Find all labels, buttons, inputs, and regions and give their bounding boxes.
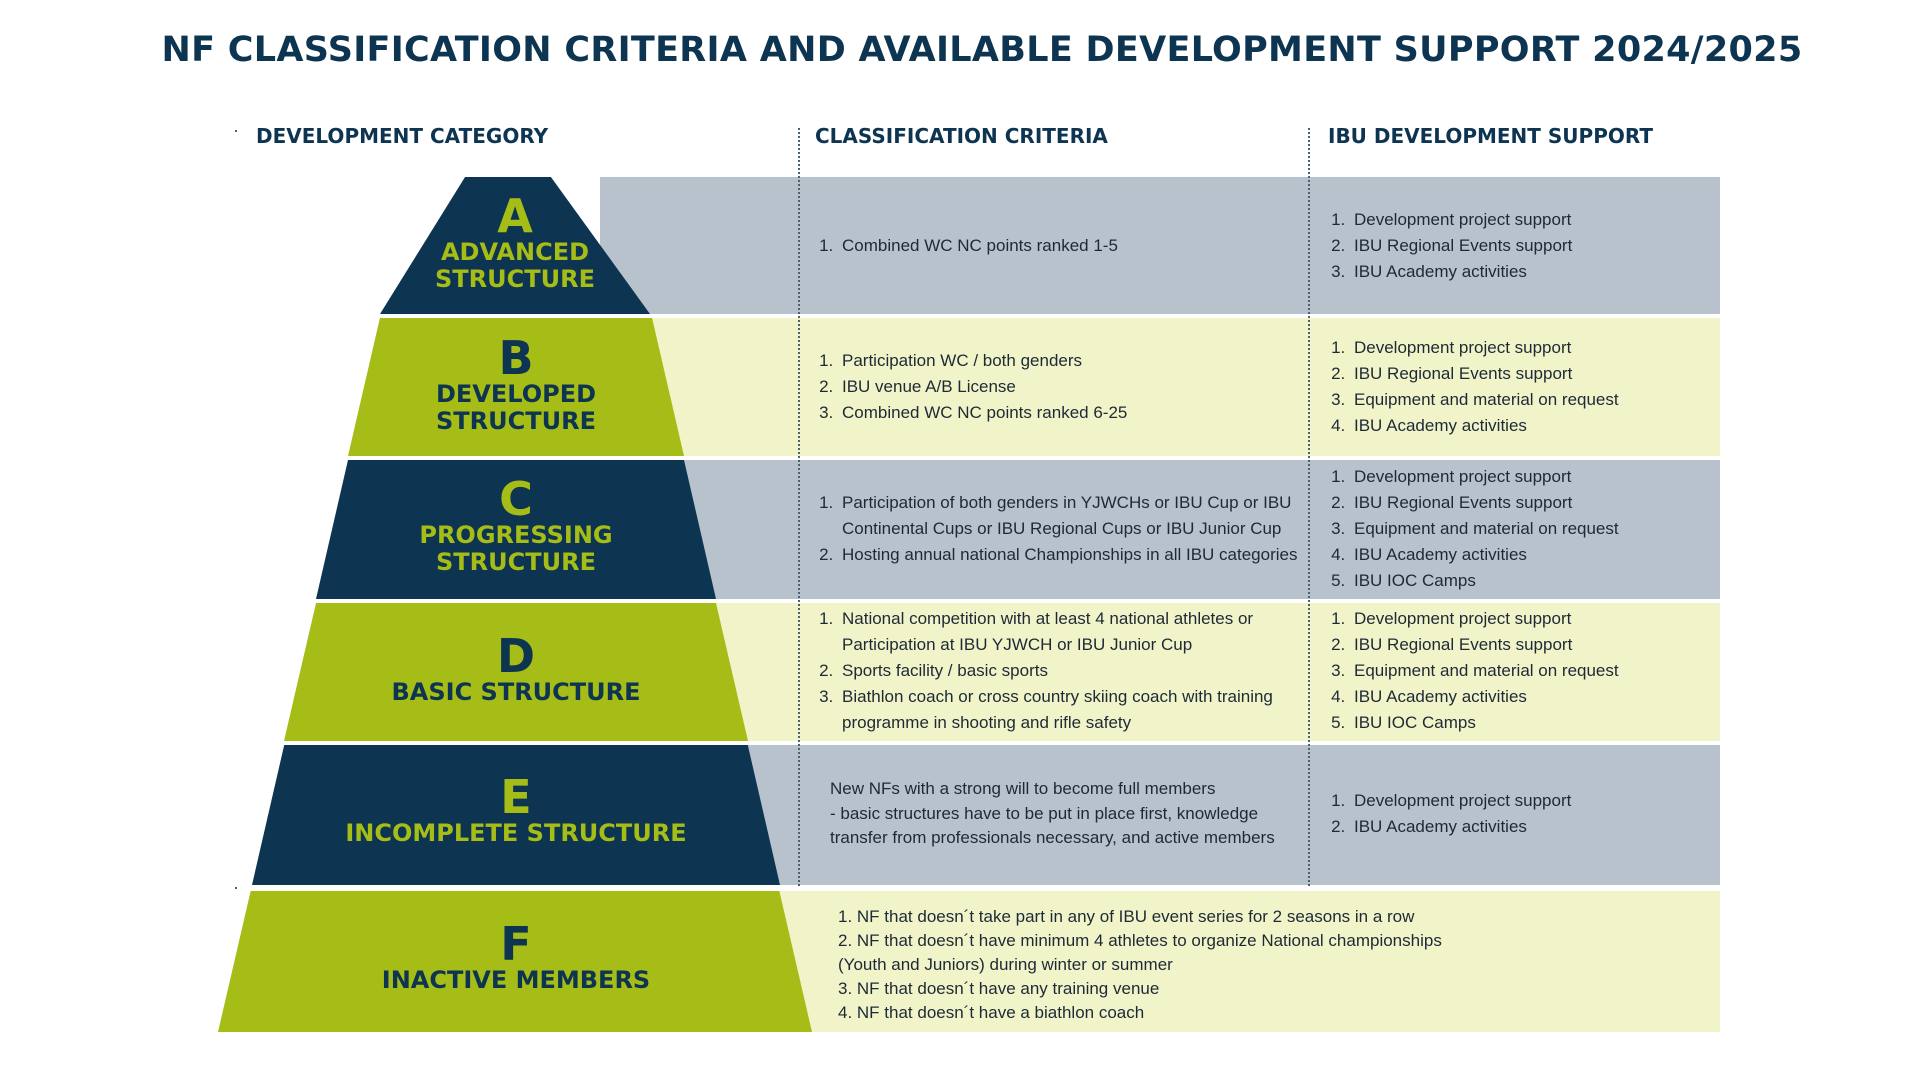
criteria-list-d [816,606,1308,736]
support-item: 1. Development project support [1350,335,1730,361]
corner-dot [235,130,237,132]
corner-dot [235,887,237,889]
support-item: 4. IBU Academy activities [1350,542,1730,568]
support-list-c [1328,464,1730,594]
criteria-item: 2. Sports facility / basic sports [838,658,1308,684]
criteria-text-f [838,905,1708,1025]
level-letter: A [497,189,533,243]
level-letter: D [496,629,536,683]
level-d-label [336,629,696,706]
criteria-line: 4. NF that doesn´t have a biathlon coach [838,1003,1145,1022]
support-item: 3. Equipment and material on request [1350,658,1730,684]
criteria-item: 1. Participation of both genders in YJWCHs or IBU Cup or IBU Continental Cups or IBU Regional Cups or IBU Junior Cup [838,490,1308,542]
level-letter: E [500,770,532,824]
criteria-item: 1. National competition with at least 4 national athletes or Participation at IBU YJWCH or IBU Junior Cup [838,606,1308,658]
support-list-e [1328,788,1730,840]
criteria-item: 2. IBU venue A/B License [838,374,1308,400]
level-name: INACTIVE MEMBERS [381,966,651,994]
criteria-item: 3. Combined WC NC points ranked 6-25 [838,400,1308,426]
support-item: 4. IBU Academy activities [1350,413,1730,439]
criteria-line: 2. NF that doesn´t have minimum 4 athletes to organize National championships [838,931,1442,950]
support-list-b [1328,335,1730,439]
support-item: 1. Development project support [1350,464,1730,490]
level-name: BASIC STRUCTURE [391,678,641,706]
support-list-d [1328,606,1730,736]
support-item: 3. IBU Academy activities [1350,259,1730,285]
level-name: INCOMPLETE STRUCTURE [345,819,687,847]
level-a-label [415,189,615,293]
criteria-line: transfer from professionals necessary, and active members [830,828,1275,847]
criteria-line: 3. NF that doesn´t have any training venue [838,979,1160,998]
support-item: 2. IBU Regional Events support [1350,632,1730,658]
support-item: 3. Equipment and material on request [1350,387,1730,413]
level-c-label [376,472,656,576]
criteria-item: 2. Hosting annual national Championships in all IBU categories [838,542,1308,568]
page-title: NF CLASSIFICATION CRITERIA AND AVAILABLE DEVELOPMENT SUPPORT 2024/2025 [161,30,1803,70]
support-item: 1. Development project support [1350,788,1730,814]
header-development-category: DEVELOPMENT CATEGORY [256,124,549,148]
level-letter: C [499,472,533,526]
criteria-item: 3. Biathlon coach or cross country skiing coach with training programme in shooting and rifle safety [838,684,1308,736]
criteria-item: 1. Participation WC / both genders [838,348,1308,374]
level-name: DEVELOPED [435,380,597,408]
level-name: PROGRESSING [419,521,613,549]
support-list-a [1328,207,1730,285]
level-b-label [396,331,636,435]
support-item: 2. IBU Regional Events support [1350,361,1730,387]
support-item: 5. IBU IOC Camps [1350,568,1730,594]
criteria-line: (Youth and Juniors) during winter or summer [838,955,1173,974]
level-name: ADVANCED [440,238,590,266]
support-item: 1. Development project support [1350,207,1730,233]
level-name: STRUCTURE [436,406,596,435]
support-item: 5. IBU IOC Camps [1350,710,1730,736]
criteria-list-c [816,490,1308,568]
support-item: 4. IBU Academy activities [1350,684,1730,710]
criteria-list-a [816,233,1308,259]
criteria-line: New NFs with a strong will to become full members [830,779,1216,798]
support-item: 2. IBU Regional Events support [1350,233,1730,259]
level-e-label [316,770,716,847]
header-ibu-development-support: IBU DEVELOPMENT SUPPORT [1328,124,1653,148]
criteria-line: - basic structures have to be put in place first, knowledge [830,803,1259,823]
column-divider [1308,128,1310,886]
criteria-list-b [816,348,1308,426]
level-name: STRUCTURE [436,547,596,576]
support-item: 2. IBU Academy activities [1350,814,1730,840]
criteria-line: 1. NF that doesn´t take part in any of IBU event series for 2 seasons in a row [838,907,1415,926]
criteria-item: 1. Combined WC NC points ranked 1-5 [838,233,1308,259]
support-item: 1. Development project support [1350,606,1730,632]
criteria-text-e [830,777,1300,851]
column-divider [798,128,800,886]
level-f-label [316,917,716,994]
header-classification-criteria: CLASSIFICATION CRITERIA [815,124,1108,148]
support-item: 3. Equipment and material on request [1350,516,1730,542]
level-letter: B [498,331,534,385]
support-item: 2. IBU Regional Events support [1350,490,1730,516]
level-letter: F [500,917,532,971]
level-name: STRUCTURE [435,264,595,293]
